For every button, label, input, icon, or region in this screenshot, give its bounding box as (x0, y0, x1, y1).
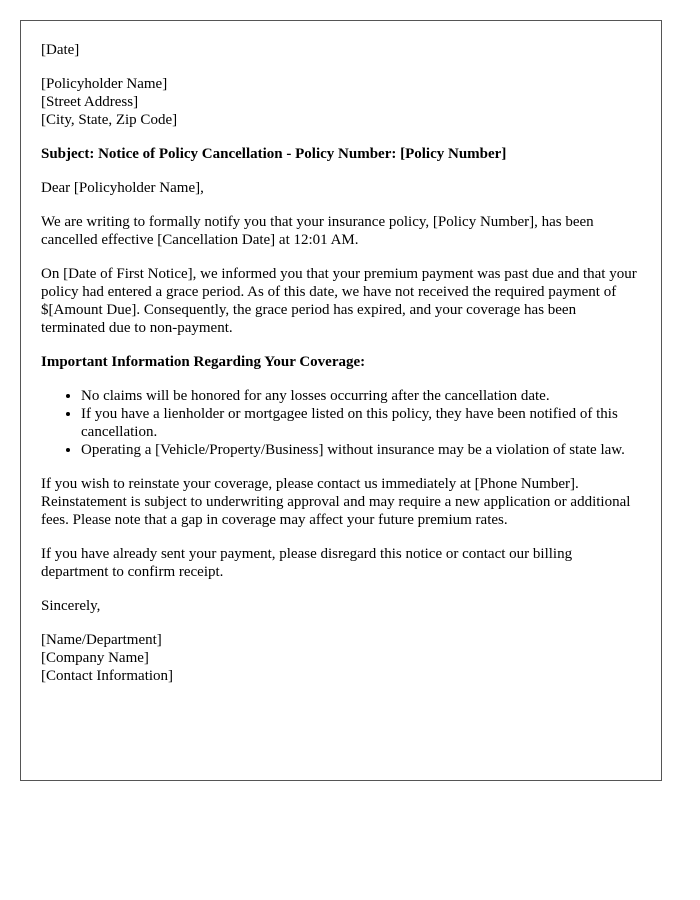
bullet-item: • If you have a lienholder or mortgagee listed on this policy, they have been notified of this cancellation. (81, 405, 641, 441)
date-text: [Date] (41, 42, 80, 58)
signature-company: [Company Name] (41, 650, 149, 666)
coverage-bullet-list (41, 387, 641, 459)
bullet-item: • No claims will be honored for any losses occurring after the cancellation date. (81, 387, 641, 405)
body-paragraph-grace-period: On [Date of First Notice], we informed you that your premium payment was past due and that your policy had entered a grace period. As of this date, we have not received the required payment of $[Amount Due]. Consequently, the grace period has expired, and your coverage has been terminated due to non-payment. (41, 266, 637, 336)
signature-block (41, 631, 641, 685)
recipient-city-state-zip: [City, State, Zip Code] (41, 112, 178, 128)
body-paragraph-payment-note: If you have already sent your payment, please disregard this notice or contact our billing department to confirm receipt. (41, 546, 573, 580)
signature-contact: [Contact Information] (41, 668, 174, 684)
date-line (41, 41, 641, 59)
subject-line: Subject: Notice of Policy Cancellation - Policy Number: [Policy Number] (41, 146, 507, 162)
closing: Sincerely, (41, 598, 101, 614)
bullet-item: • Operating a [Vehicle/Property/Business] without insurance may be a violation of state law. (81, 441, 641, 459)
body-paragraph-reinstatement: If you wish to reinstate your coverage, please contact us immediately at [Phone Number]. Reinstatement is subject to underwriting approval and may require a new application or additional fees. Please note that a gap in coverage may affect your future premium rates. (41, 476, 631, 528)
signature-name-department: [Name/Department] (41, 632, 162, 648)
body-paragraph-notification: We are writing to formally notify you that your insurance policy, [Policy Number], has been cancelled effective [Cancellation Date] at 12:01 AM. (41, 214, 594, 248)
letter-page (20, 20, 662, 781)
coverage-heading: Important Information Regarding Your Coverage: (41, 354, 366, 370)
recipient-street: [Street Address] (41, 94, 139, 110)
salutation: Dear [Policyholder Name], (41, 180, 204, 196)
recipient-address (41, 75, 641, 129)
recipient-name: [Policyholder Name] (41, 76, 168, 92)
